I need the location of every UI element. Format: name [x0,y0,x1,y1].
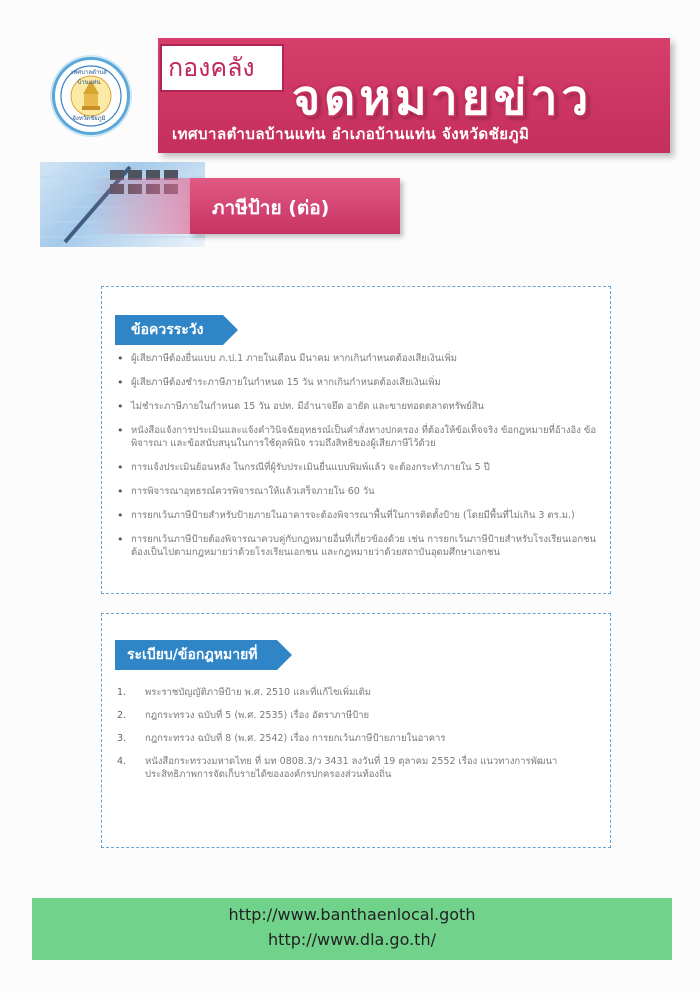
item-number: 3. [117,733,127,744]
item-number: 2. [117,710,127,721]
regulations-heading: ระเบียบ/ข้อกฎหมายที่เกี่ยวข้อง [115,640,277,670]
department-label: กองคลัง [168,53,255,82]
item-text: พระราชบัญญัติภาษีป้าย พ.ศ. 2510 และที่แก้ไขเพิ่มเติม [145,687,372,698]
list-item: • การพิจารณาอุทธรณ์ควรพิจารณาให้แล้วเสร็จภายใน 60 วัน [117,485,599,498]
list-item: • การยกเว้นภาษีป้ายต้องพิจารณาควบคู่กับกฎหมายอื่นที่เกี่ยวข้องด้วย เช่น การยกเว้นภาษีป้ายสำหรับโรงเรียนเอกชน ต้องเป็นไปตามกฎหมายว่าด้วยโรงเรียนเอกชน และกฎหมายว่าด้วยสถาบันอุดมศึกษาเอกชน [117,533,599,559]
item-text: หนังสือกระทรวงมหาดไทย ที่ มท 0808.3/ว 3431 ลงวันที่ 19 ตุลาคม 2552 เรื่อง แนวทางการพัฒนาประสิทธิภาพการจัดเก็บรายได้ขององค์กรปกครองส่วนท้องถิ่น [145,756,558,780]
footer-link-dla[interactable]: http://www.dla.go.th/ [268,930,436,949]
list-item [117,709,599,722]
item-number: 4. [117,756,127,767]
item-text: กฎกระทรวง ฉบับที่ 5 (พ.ศ. 2535) เรื่อง อัตราภาษีป้าย [145,710,370,721]
list-item: • ไม่ชำระภาษีภายในกำหนด 15 วัน อปท. มีอำนาจยึด อายัด และขายทอดตลาดทรัพย์สิน [117,400,599,413]
regulations-list [117,686,599,791]
item-text: กฎกระทรวง ฉบับที่ 8 (พ.ศ. 2542) เรื่อง การยกเว้นภาษีป้ายภายในอาคาร [145,733,446,744]
newsletter-title: จดหมายข่าว [292,70,593,126]
organization-line: เทศบาลตำบลบ้านแท่น อำเภอบ้านแท่น จังหวัดชัยภูมิ [172,125,530,143]
topic-title: ภาษีป้าย (ต่อ) [212,197,330,219]
list-item: • ผู้เสียภาษีต้องยื่นแบบ ภ.ป.1 ภายในเดือน มีนาคม หากเกินกำหนดต้องเสียเงินเพิ่ม [117,352,599,365]
list-item: • หนังสือแจ้งการประเมินและแจ้งคำวินิจฉัยอุทธรณ์เป็นคำสั่งทางปกครอง ที่ต้องให้ข้อเท็จจริง ข้อกฎหมายที่อ้างอิง ข้อพิจารณา และข้อสนับสนุนในการใช้ดุลพินิจ รวมถึงสิทธิของผู้เสียภาษีไว้ด้วย [117,424,599,450]
list-item [117,755,599,781]
seal-top-text: เทศบาลตำบลบ้านแท่น [71,69,107,86]
cautions-heading: ข้อควรระวัง [115,315,223,345]
topic-strip-fade [90,178,200,234]
list-item [117,686,599,699]
footer-link-municipality[interactable]: http://www.banthaenlocal.goth [228,905,476,924]
list-item: • การยกเว้นภาษีป้ายสำหรับป้ายภายในอาคารจะต้องพิจารณาพื้นที่ในการติดตั้งป้าย (โดยมีพื้นที่ไม่เกิน 3 ตร.ม.) [117,509,599,522]
seal-bottom-text: จังหวัดชัยภูมิ [72,115,106,122]
list-item [117,732,599,745]
cautions-list [117,352,599,570]
list-item: • ผู้เสียภาษีต้องชำระภาษีภายในกำหนด 15 วัน หากเกินกำหนดต้องเสียเงินเพิ่ม [117,376,599,389]
list-item: • การแจ้งประเมินย้อนหลัง ในกรณีที่ผู้รับประเมินยื่นแบบพิมพ์แล้ว จะต้องกระทำภายใน 5 ปี [117,461,599,474]
item-number: 1. [117,687,127,698]
